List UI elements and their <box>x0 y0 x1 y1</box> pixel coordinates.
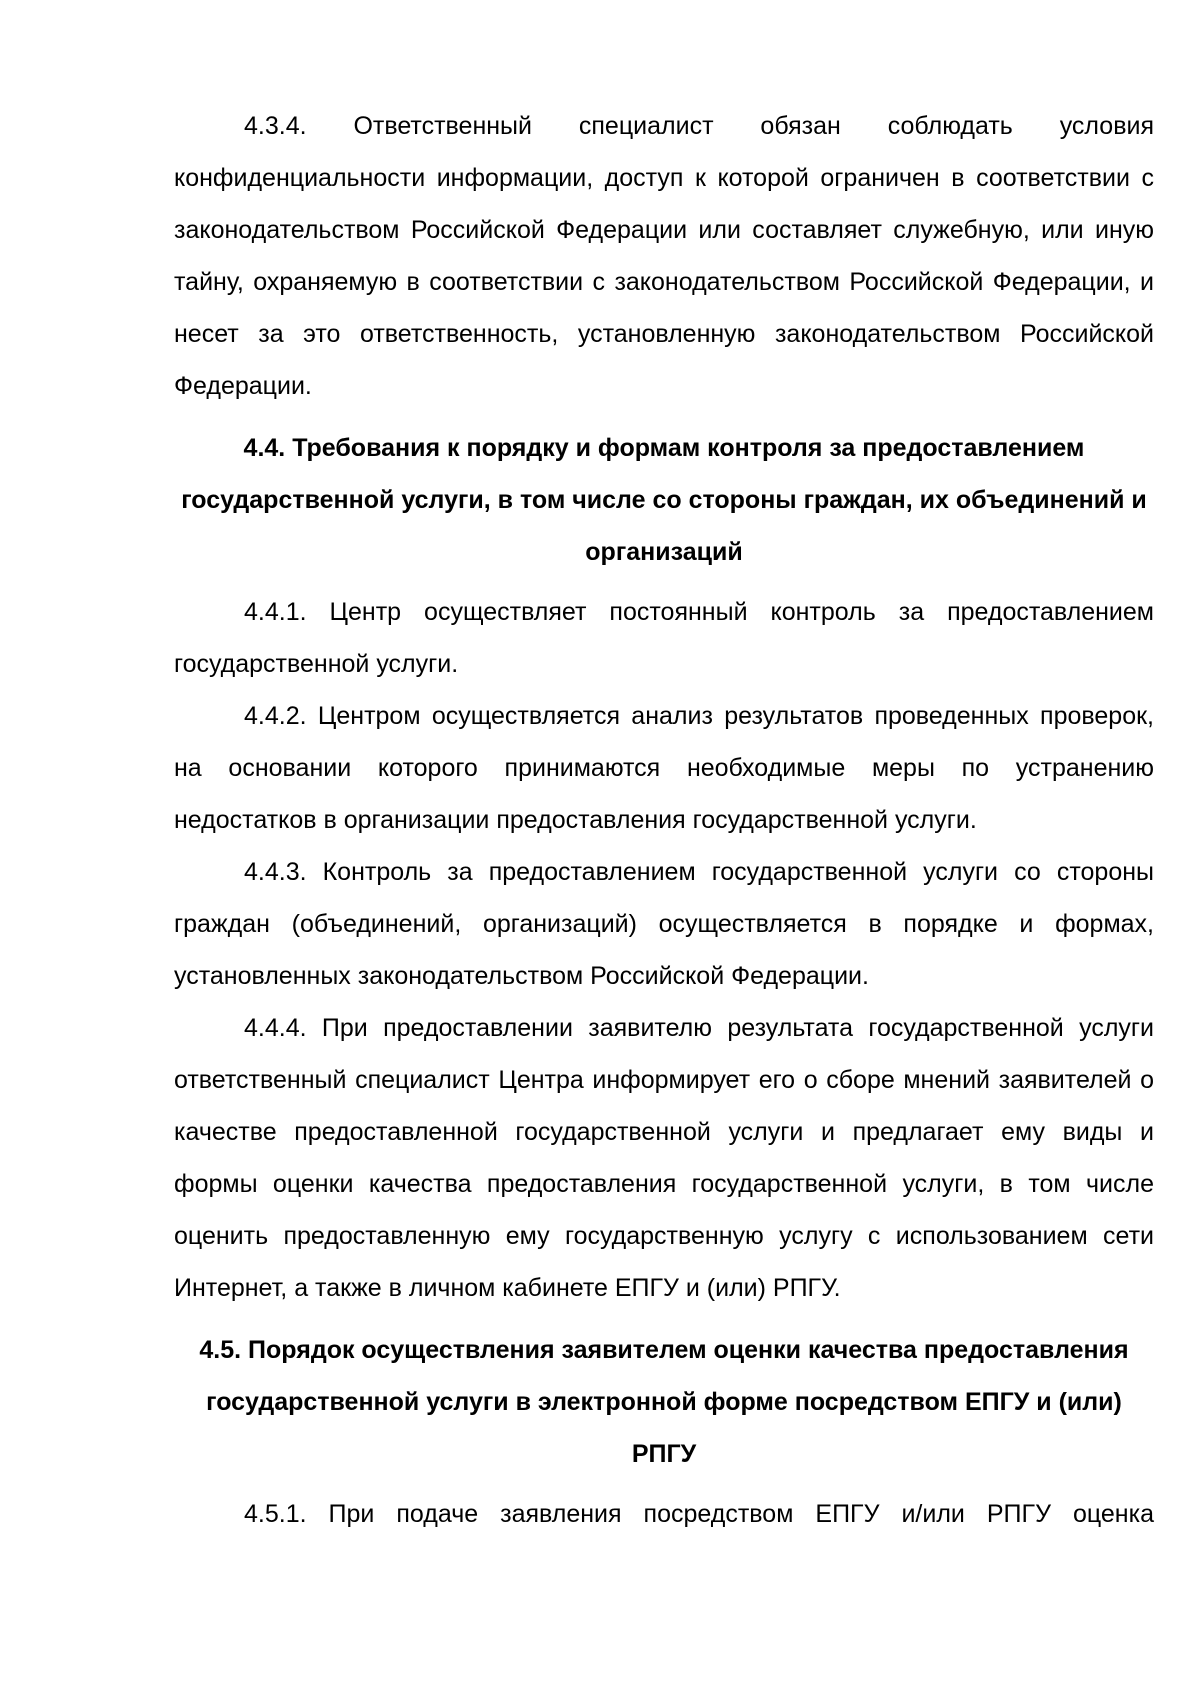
document-page <box>174 100 1154 1540</box>
paragraph-4-4-1: 4.4.1. Центр осуществляет постоянный контроль за предоставлением государственной услуги. <box>174 598 1154 678</box>
paragraph-4-4-3: 4.4.3. Контроль за предоставлением государственной услуги со стороны граждан (объединений, организаций) осуществляется в порядке и формах, установленных законодательством Российской Федерации. <box>174 858 1154 990</box>
section-heading-4-4: 4.4. Требования к порядку и формам контроля за предоставлением государственной услуги, в том числе со стороны граждан, их объединений и организаций <box>181 434 1147 566</box>
section-heading-4-5: 4.5. Порядок осуществления заявителем оценки качества предоставления государственной услуги в электронной форме посредством ЕПГУ и (или) РПГУ <box>199 1336 1129 1468</box>
paragraph-4-5-1: 4.5.1. При подаче заявления посредством ЕПГУ и/или РПГУ оценка <box>244 1500 1154 1528</box>
paragraph-4-3-4: 4.3.4. Ответственный специалист обязан соблюдать условия конфиденциальности информации, доступ к которой ограничен в соответствии с законодательством Российской Федерации или составляет служебную, или иную тайну, охраняемую в соответствии с законодательством Российской Федерации, и несет за это ответственность, установленную законодательством Российской Федерации. <box>174 112 1154 400</box>
paragraph-4-4-4: 4.4.4. При предоставлении заявителю результата государственной услуги ответственный специалист Центра информирует его о сборе мнений заявителей о качестве предоставленной государственной услуги и предлагает ему виды и формы оценки качества предоставления государственной услуги, в том числе оценить предоставленную ему государственную услугу с использованием сети Интернет, а также в личном кабинете ЕПГУ и (или) РПГУ. <box>174 1014 1154 1302</box>
paragraph-4-4-2: 4.4.2. Центром осуществляется анализ результатов проведенных проверок, на основании которого принимаются необходимые меры по устранению недостатков в организации предоставления государственной услуги. <box>174 702 1154 834</box>
